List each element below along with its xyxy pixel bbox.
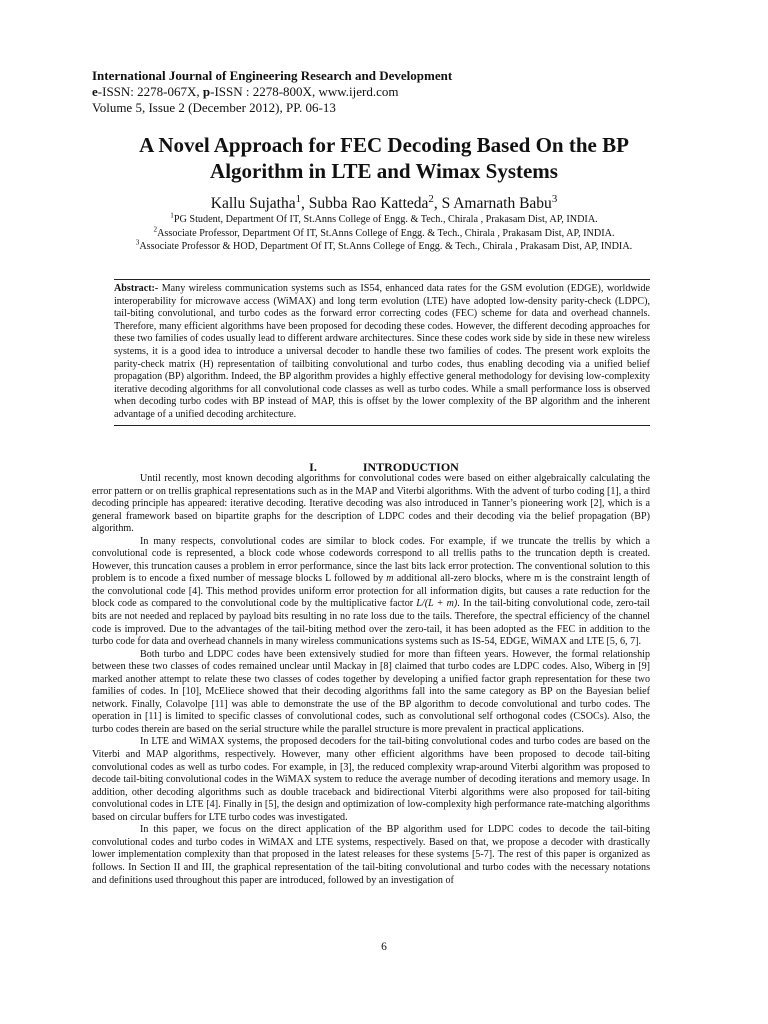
- author-3-sup: 3: [551, 192, 558, 205]
- author-1-sup: 1: [295, 192, 301, 205]
- affiliation-1-sup: 1: [170, 211, 174, 220]
- journal-header: [92, 68, 692, 116]
- affiliations: [80, 213, 688, 254]
- author-sep-2: ,: [433, 195, 442, 212]
- p-issn-label: p: [202, 84, 211, 99]
- e-issn-text: -ISSN: 2278-067X,: [97, 84, 203, 99]
- author-2: Subba Rao Katteda: [308, 195, 429, 212]
- abstract-text: Many wireless communication systems such as IS54, enhanced data rates for the GSM evolution (EDGE), worldwide interoperability for microwave access (WiMAX) and long term evolution (LTE) have adopted low-density parity-check (LDPC), tail-biting convolutional, and turbo codes as the forward error correcting codes (FEC) scheme for data and overhead channels. Therefore, many efficient algorithms have been proposed for decoding these codes. However, the different decoding approaches for these two families of codes usually lead to different ardware architectures. Since these codes work side by side in these new wireless systems, it is a good idea to introduce a universal decoder to handle these two families of codes. The present work exploits the parity-check matrix (H) representation of tailbiting convolutional and turbo codes, thus enabling decoding via a unified belief propagation (BP) algorithm. Indeed, the BP algorithm provides a highly effective general methodology for devising low-complexity iterative decoding algorithms for all convolutional code classes as well as turbo codes. While a small performance loss is observed when decoding turbo codes with BP instead of MAP, this is offset by the lower complexity of the BP algorithm and the inherent advantage of a unified decoding architecture.: [114, 283, 650, 420]
- journal-name: International Journal of Engineering Research and Development: [92, 68, 453, 83]
- page-number: 6: [381, 941, 387, 953]
- affiliation-1: [80, 213, 688, 227]
- paragraph-4: In LTE and WiMAX systems, the proposed decoders for the tail-biting convolutional codes and turbo codes are based on the Viterbi and MAP algorithms, respectively. However, many other efficient algorithms have been proposed to decode tail-biting convolutional codes as well as turbo codes. For example, in [3], the reduced complexity wrap-around Viterbi algorithm was proposed to decode tail-biting convolutional codes in the WiMAX system to reduce the average number of decoding iterations and memory usage. In addition, other decoding algorithms such as double traceback and bidirectional Viterbi algorithms were also proposed for tail-biting convolutional codes in LTE [4]. Finally in [5], the design and optimization of low-complexity high performance rate-matching algorithms based on circular buffers for LTE turbo codes was investigated.: [92, 736, 650, 823]
- section-number: I.: [309, 460, 317, 474]
- affiliation-2-sup: 2: [153, 225, 158, 234]
- affiliation-3-sup: 3: [135, 238, 140, 247]
- abstract: [114, 283, 650, 422]
- abstract-label: Abstract:-: [114, 283, 159, 294]
- title-line-1: A Novel Approach for FEC Decoding Based On the BP: [139, 133, 629, 157]
- abstract-box: [114, 279, 650, 426]
- author-sep-1: ,: [301, 195, 309, 212]
- section-title: INTRODUCTION: [362, 460, 459, 474]
- paragraph-1: Until recently, most known decoding algorithms for convolutional codes were based on either algebraically calculating the error pattern or on trellis graphical representations such as in the MAP and Viterbi algorithms. With the advent of turbo coding [1], a third decoding principle has appeared: iterative decoding. Iterative decoding was also introduced in Tanner’s pioneering work [2], which is a general framework based on bipartite graphs for the description of LDPC codes and their decoding via the belief propagation (BP) algorithm.: [92, 473, 650, 535]
- affiliation-3: [80, 240, 688, 254]
- affiliation-2: [80, 227, 688, 241]
- e-issn-label: e: [92, 84, 98, 99]
- p-issn-text: -ISSN : 2278-800X, www.ijerd.com: [210, 84, 399, 99]
- volume-line: Volume 5, Issue 2 (December 2012), PP. 06-13: [92, 100, 336, 115]
- affiliation-2-text: Associate Professor, Department Of IT, St.Anns College of Engg. & Tech., Chirala , Prakasam Dist, AP, INDIA.: [157, 227, 615, 239]
- paragraph-2-math-factor: L/(L + m): [416, 598, 458, 610]
- paragraph-2-part-a: In many respects, convolutional codes are similar to block codes. For example, if we truncate the trellis by which a convolutional code is represented, a block code whose codewords correspond to all trellis paths to the truncation depth is created. However, this truncation causes a problem in error performance, since the last bits lack error protection. The conventional solution to this problem is to encode a fixed number of message blocks L followed by: [92, 535, 650, 585]
- issn-line: [92, 84, 692, 100]
- paragraph-3: Both turbo and LDPC codes have been extensively studied for more than fifteen years. However, the formal relationship between these two classes of codes remained unclear until Mackay in [8] claimed that turbo codes are LDPC codes. Also, Wiberg in [9] marked another attempt to relate these two classes of codes together by developing a unified factor graph representation for these two families of codes. In [10], McEliece showed that their decoding algorithms fall into the same category as BP on the Bayesian belief network. Finally, Colavolpe [11] was able to demonstrate the use of the BP algorithm to decode convolutional and turbo codes. The operation in [11] is limited to specific classes of convolutional codes, such as convolutional self orthogonal codes (CSOCs). Also, the turbo codes therein are based on the serial structure while the parallel structure is more prevalent in practical applications.: [92, 648, 650, 735]
- affiliation-3-text: Associate Professor & HOD, Department Of IT, St.Anns College of Engg. & Tech., Chirala , Prakasam Dist, AP, INDIA.: [139, 241, 633, 253]
- body-text: [92, 473, 650, 887]
- title-line-2: Algorithm in LTE and Wimax Systems: [210, 159, 558, 183]
- paragraph-5: In this paper, we focus on the direct application of the BP algorithm used for LDPC codes to decode the tail-biting convolutional codes and turbo codes in WiMAX and LTE systems, respectively. Based on that, we propose a decoder with drastically lower implementation complexity than that proposed in the latest releases for these systems [5-7]. The rest of this paper is organized as follows. In Section II and III, the graphical representation of the tail-biting convolutional and turbo codes with the necessary notations and definitions used throughout this paper are introduced, followed by an investigation of: [92, 824, 650, 886]
- author-2-sup: 2: [428, 192, 434, 205]
- paragraph-2-part-b: additional all-zero blocks, where m is the constraint length of the convolutional code [4]. This method provides uniform error protection for all information digits, but causes a rate reduction for the block code as compared to the convolutional code by the multiplicative factor: [92, 573, 650, 610]
- paper-title: [80, 132, 688, 184]
- author-3: S Amarnath Babu: [441, 195, 552, 212]
- paragraph-2-part-c: . In the tail-biting convolutional code, zero-tail bits are not needed and replaced by payload bits resulting in no rate loss due to the tails. Therefore, the spectral efficiency of the channel code is improved. Due to the advantages of the tail-biting method over the zero-tail, it has been adopted as the FEC in addition to the turbo code for data and overhead channels in many wireless communications systems such as IS-54, EDGE, WiMAX and LTE [5, 6, 7].: [92, 598, 650, 648]
- affiliation-1-text: PG Student, Department Of IT, St.Anns College of Engg. & Tech., Chirala , Prakasam Dist, AP, INDIA.: [173, 214, 598, 225]
- paragraph-2-math-m: m: [386, 573, 394, 585]
- author-1: Kallu Sujatha: [210, 195, 296, 212]
- paragraph-2: [92, 536, 650, 649]
